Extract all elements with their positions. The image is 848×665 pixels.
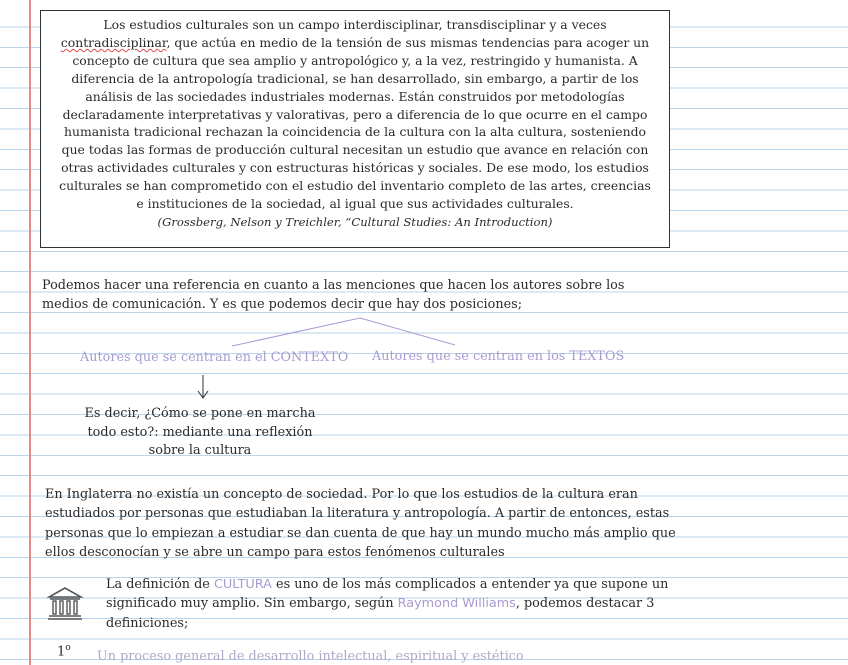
- branch-line-right: [360, 318, 455, 345]
- quote-text-start: Los estudios culturales son un campo interdisciplinar, transdisciplinar y a veces: [103, 17, 607, 32]
- definition-number: 1$^o$: [57, 643, 71, 660]
- branch-line-left: [232, 318, 360, 346]
- bank-icon: [47, 585, 83, 621]
- keyword-cultura: CULTURA: [213, 577, 272, 592]
- cultura-text-b: es uno de los más complicados a entender ya que supone un significado muy amplio. Sin embargo, según: [106, 577, 669, 612]
- paragraph-inglaterra: En Inglaterra no existía un concepto de sociedad. Por lo que los estudios de la cultura eran estudiados por personas que estudiaban la literatura y antropología. A partir de entonces, estas personas que lo empiezan a estudiar se dan cuenta de que hay un mundo mucho más amplio que ellos desconocían y se abre un campo para estos fenómenos culturales: [45, 487, 676, 561]
- explanation-text: Es decir, ¿Cómo se pone en marcha todo esto?: mediante una reflexión sobre la cultura: [84, 406, 316, 458]
- branch-textos: Autores que se centran en los TEXTOS: [372, 349, 625, 364]
- branch-contexto: Autores que se centran en el CONTEXTO: [80, 350, 349, 365]
- paragraph-cultura: [106, 575, 716, 633]
- definition-text: Un proceso general de desarrollo intelectual, espiritual y estético: [97, 649, 524, 664]
- quote-misspelled-word: contradisciplinar: [60, 34, 167, 50]
- cultura-text-a: La definición de: [106, 577, 214, 592]
- quote-citation: (Grossberg, Nelson y Treichler, “Cultural Studies: An Introduction): [157, 214, 553, 229]
- paragraph-medios: Podemos hacer una referencia en cuanto a las menciones que hacen los autores sobre los medios de comunicación. Y es que podemos decir que hay dos posiciones;: [42, 278, 625, 313]
- author-name: Raymond Williams: [397, 596, 516, 612]
- cultura-text-c: , podemos destacar 3 definiciones;: [106, 596, 655, 631]
- quote-text-rest: , que actúa en medio de la tensión de sus mismas tendencias para acoger un concepto de cultura que sea amplio y antropológico y, a la vez, restringido y humanista. A diferencia de la antropología tradicional, se han desarrollado, sin embargo, a partir de los análisis de las sociedades industriales modernas. Están construidos por metodologías declaradamente interpretativas y valorativas, pero a diferencia de lo que ocurre en el campo humanista tradicional rechazan la coincidencia de la cultura con la alta cultura, sosteniendo que todas las formas de producción cultural necesitan un estudio que avance en relación con otras actividades culturales y con estructuras históricas y sociales. De ese modo, los estudios culturales se han comprometido con el estudio del inventario completo de las artes, creencias e instituciones de la sociedad, al igual que sus actividades culturales.: [59, 34, 651, 212]
